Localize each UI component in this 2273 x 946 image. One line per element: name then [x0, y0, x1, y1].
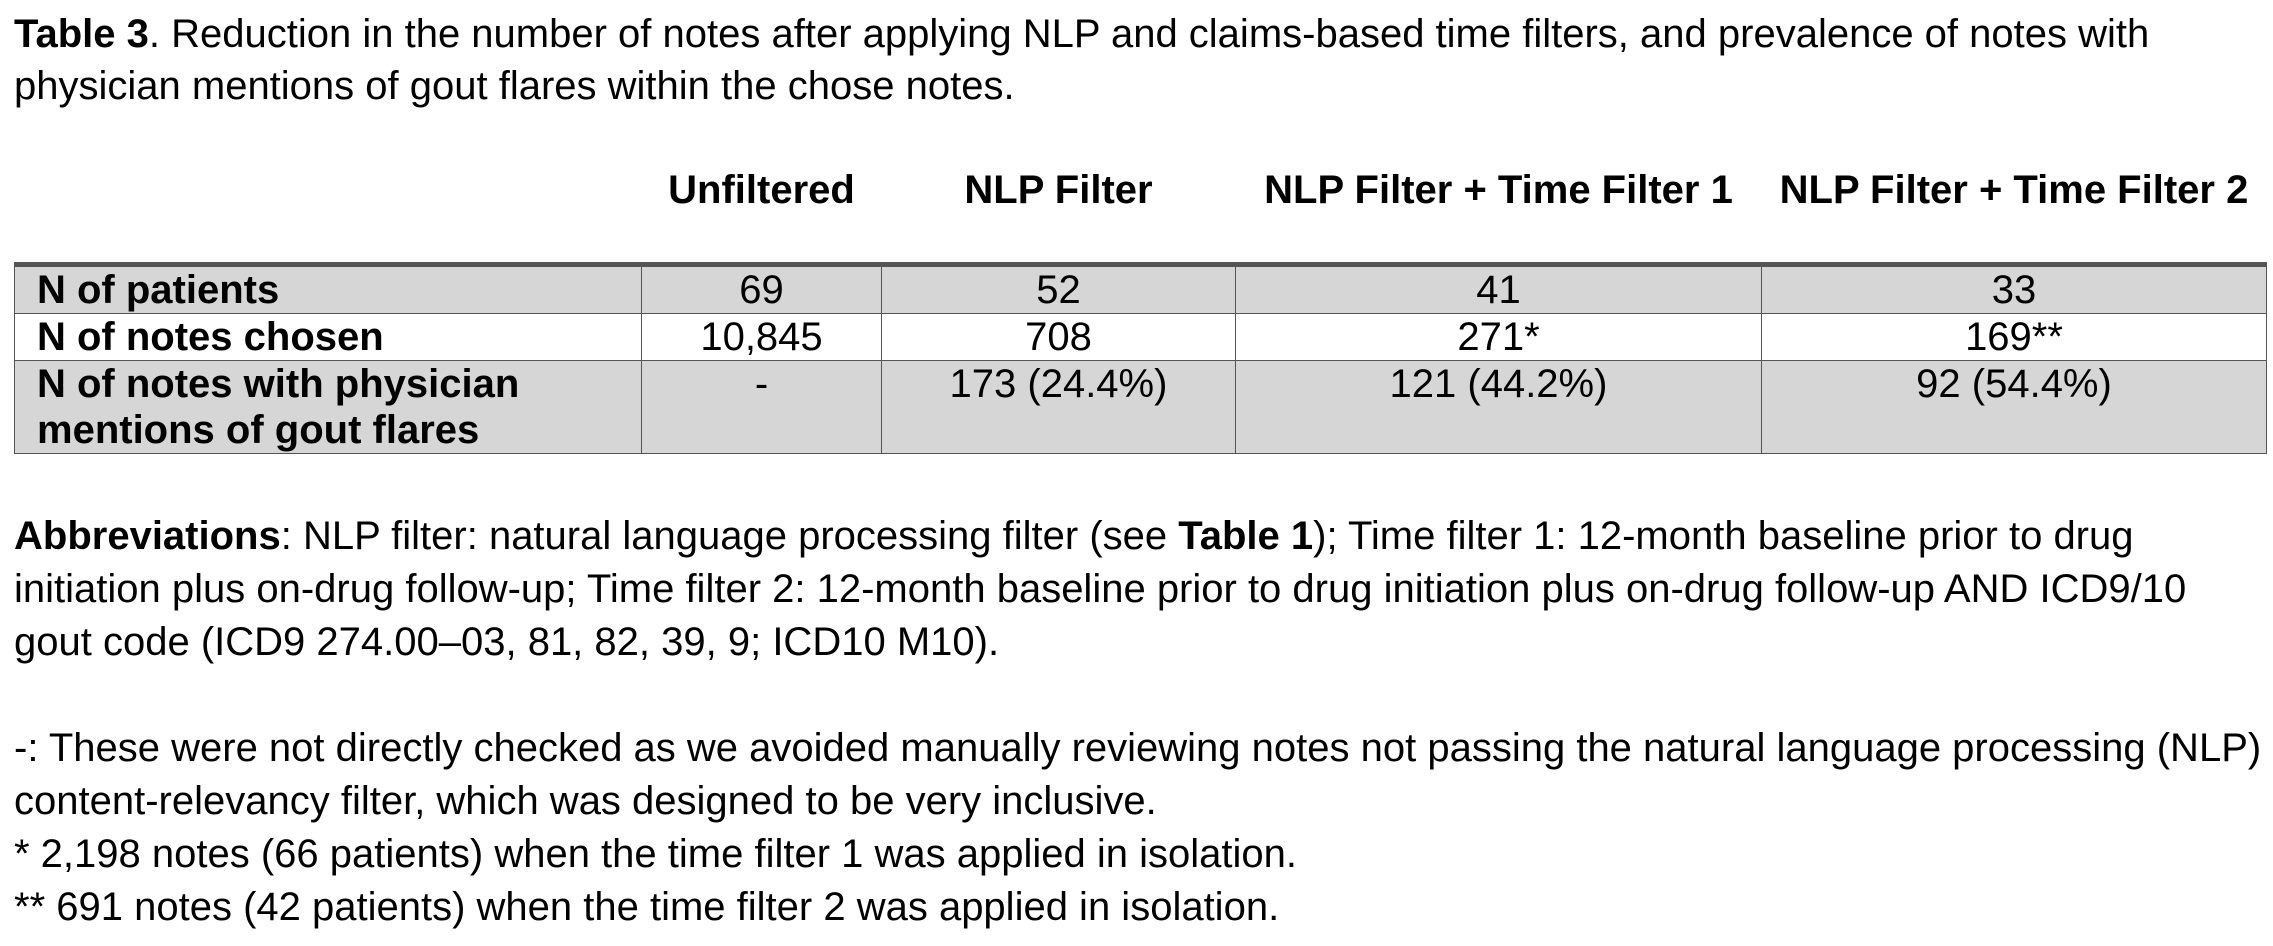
results-table [14, 162, 2267, 454]
abbreviations-text-1: : NLP filter: natural language processing filter (see [280, 514, 1179, 558]
dash-footnote: -: These were not directly checked as we avoided manually reviewing notes not passing the natural language processing (NLP) content-relevancy filter, which was designed to be very inclusive. [14, 726, 2262, 823]
table-caption [14, 8, 2266, 112]
double-star-footnote: ** 691 notes (42 patients) when the time filter 2 was applied in isolation. [14, 885, 1280, 929]
table-cell: 92 (54.4%) [1762, 361, 2267, 454]
table-row [15, 361, 2267, 454]
column-header-nlp-time-filter-1: NLP Filter + Time Filter 1 [1236, 162, 1762, 265]
table-row [15, 265, 2267, 314]
table-cell: 708 [882, 314, 1236, 361]
single-star-footnote: * 2,198 notes (66 patients) when the time filter 1 was applied in isolation. [14, 832, 1297, 876]
abbreviations-label: Abbreviations [14, 514, 281, 558]
table-cell: 41 [1236, 265, 1762, 314]
table-cell: 121 (44.2%) [1236, 361, 1762, 454]
table-cell: 33 [1762, 265, 2267, 314]
table-1-reference: Table 1 [1178, 514, 1314, 558]
abbreviations-note [14, 510, 2266, 669]
row-label-patients: N of patients [15, 265, 642, 314]
spacer [14, 669, 2266, 722]
table-cell: 10,845 [642, 314, 882, 361]
table-cell: 52 [882, 265, 1236, 314]
table-cell: 169** [1762, 314, 2267, 361]
column-header-nlp-time-filter-2: NLP Filter + Time Filter 2 [1762, 162, 2267, 265]
caption-block [14, 8, 2266, 112]
table-cell: 69 [642, 265, 882, 314]
caption-text: . Reduction in the number of notes after applying NLP and claims-based time filters, and prevalence of notes with physician mentions of gout flares within the chose notes. [14, 12, 2150, 108]
table-header-row [15, 162, 2267, 265]
caption-label: Table 3 [14, 12, 149, 56]
column-header-nlp-filter: NLP Filter [882, 162, 1236, 265]
table-cell: 271* [1236, 314, 1762, 361]
table-footnotes [14, 510, 2266, 934]
column-header-empty [15, 162, 642, 265]
row-label-notes-chosen: N of notes chosen [15, 314, 642, 361]
row-label-gout-flare-mentions: N of notes with physician mentions of gout flares [15, 361, 642, 454]
abbreviations-text-2: ); Time filter 1: 12-month baseline prior to drug initiation plus on-drug follow-up; Time filter 2: 12-month baseline prior to drug initiation plus on-drug follow-up AND ICD9/10 gout code (ICD9 274.00–03, 81, 82, 39, 9; ICD10 M10). [14, 514, 2187, 664]
table-cell: - [642, 361, 882, 454]
table-row [15, 314, 2267, 361]
column-header-unfiltered: Unfiltered [642, 162, 882, 265]
table-cell: 173 (24.4%) [882, 361, 1236, 454]
